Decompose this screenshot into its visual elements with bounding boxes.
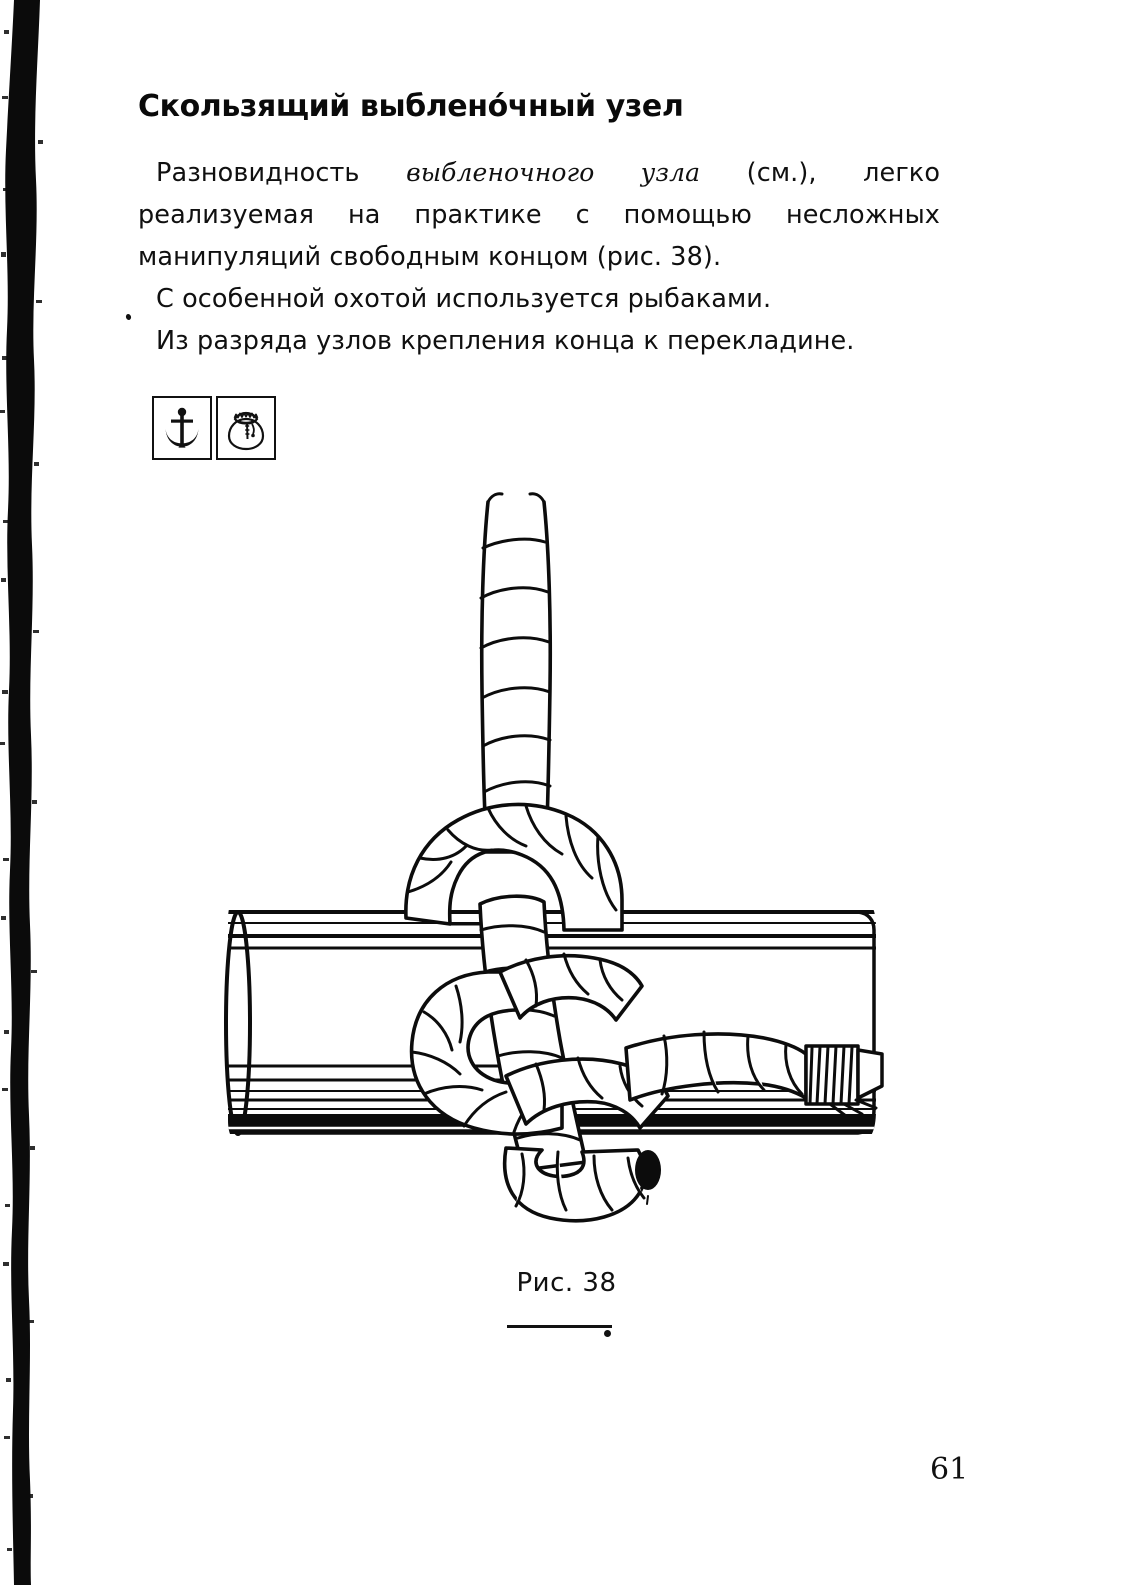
scan-ink-blob	[635, 1150, 661, 1190]
paragraph-2-text: С особенной охотой используется рыбаками.	[156, 284, 772, 314]
page-number: 61	[930, 1452, 969, 1487]
paragraph-3	[138, 320, 940, 362]
paragraph-1-seg-2-italic: выбленочного узла	[406, 158, 701, 187]
paragraph-1	[138, 152, 940, 278]
paragraph-2	[138, 278, 940, 320]
paragraph-1-seg-1: Разновидность	[156, 158, 407, 188]
sack-icon	[224, 405, 268, 451]
anchor-icon	[161, 405, 203, 451]
anchor-icon-box	[152, 396, 212, 460]
scan-binding-artifact	[0, 0, 62, 1585]
paragraph-1-seg-3: (см.), легко реализуемая на практике с помощью несложных манипуляций свободным концом (рис. 38).	[138, 158, 941, 272]
category-icon-row	[152, 396, 276, 460]
paragraph-3-text: Из разряда узлов крепления конца к перекладине.	[156, 326, 855, 356]
figure-caption: Рис. 38	[516, 1268, 617, 1298]
figure-slipped-clove-hitch	[170, 480, 950, 1240]
knot-illustration	[170, 480, 950, 1240]
scan-ink-speck-caption	[604, 1330, 611, 1337]
caption-underline-artifact	[507, 1325, 612, 1328]
scan-ink-speck	[125, 313, 132, 320]
standing-rope	[481, 494, 550, 852]
sack-icon-box	[216, 396, 276, 460]
article-body	[138, 152, 940, 362]
page-title: Скользящий выблено́чный узел	[138, 89, 684, 125]
